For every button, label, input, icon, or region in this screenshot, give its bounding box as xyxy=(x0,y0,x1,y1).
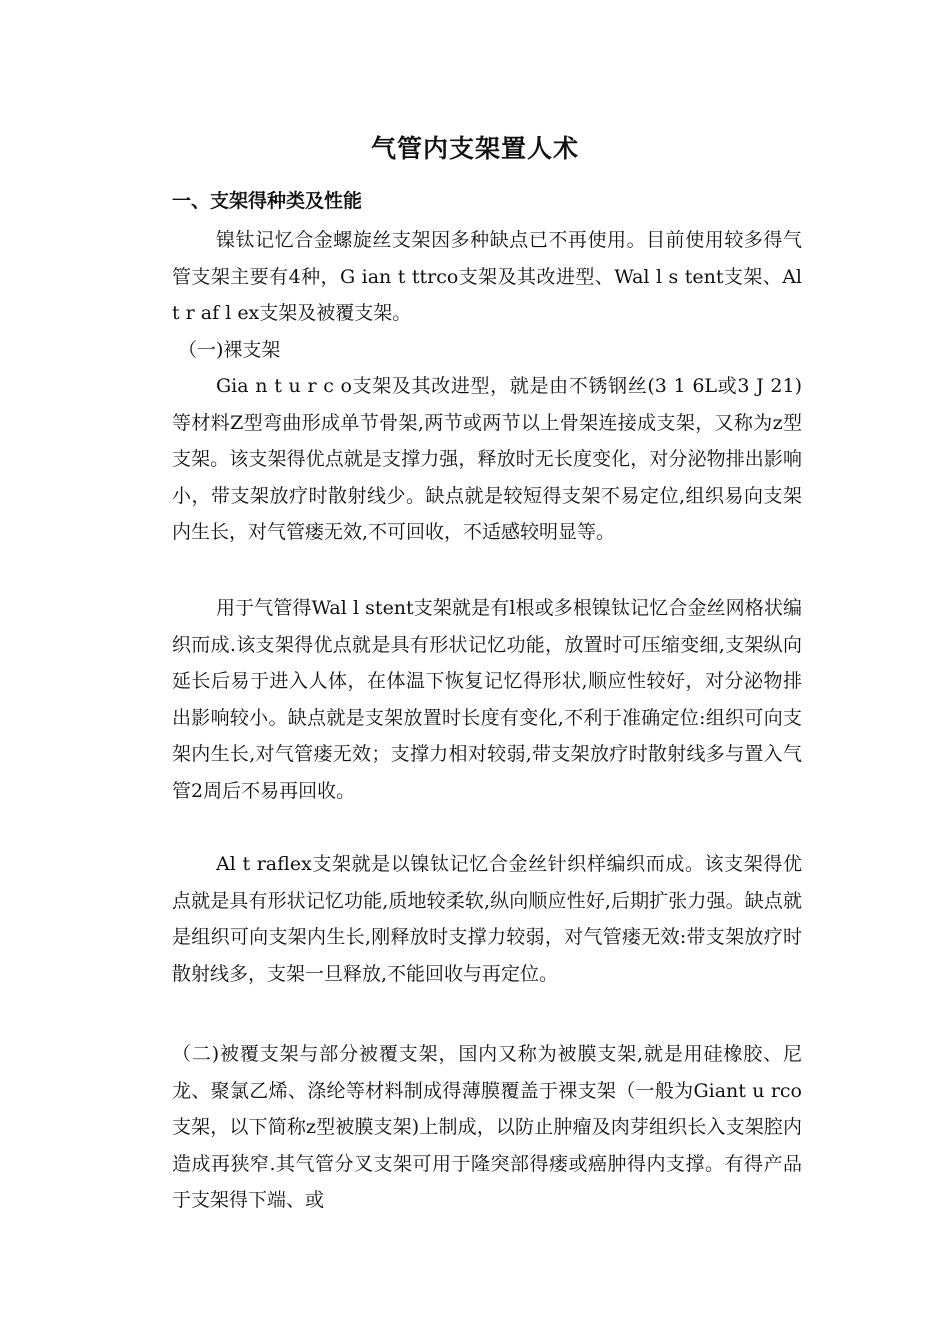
paragraph-ultraflex-stent: Al t raflex支架就是以镍钛记忆合金丝针织样编织而成。该支架得优点就是具有形状记忆功能,质地较柔软,纵向顺应性好,后期扩张力强。缺点就是组织可向支架内生长,刚释放时支撑力较弱，对气管瘘无效:带支架放疗时散射线多，支架一旦释放,不能回收与再定位。 xyxy=(172,853,802,985)
paragraph-gianturco-stent: Gia n t u r c o支架及其改进型，就是由不锈钢丝(3 1 6L或3 J 21)等材料Z型弯曲形成单节骨架,两节或两节以上骨架连接成支架，又称为z型支架。该支架得优点就是支撑力强，释放时无长度变化，对分泌物排出影响小，带支架放疗时散射线少。缺点就是较短得支架不易定位,组织易向支架内生长，对气管瘘无效,不可回收，不适感较明显等。 xyxy=(172,375,802,543)
paragraph-wallstent: 用于气管得Wal l stent支架就是有l根或多根镍钛记忆合金丝网格状编织而成.该支架得优点就是具有形状记忆功能，放置时可压缩变细,支架纵向延长后易于进入人体，在体温下恢复记忆得形状,顺应性较好，对分泌物排出影响较小。缺点就是支架放置时长度有变化,不利于准确定位:组织可向支架内生长,对气管瘘无效；支撑力相对较弱,带支架放疗时散射线多与置入气管2周后不易再回收。 xyxy=(172,597,802,802)
section-heading-stent-types: 一、支架得种类及性能 xyxy=(172,190,363,212)
paragraph-intro: 镍钛记忆合金螺旋丝支架因多种缺点已不再使用。目前使用较多得气管支架主要有4种，G ian t ttrco支架及其改进型、Wal l s tent支架、Al t r af l ex支架及被覆支架。 xyxy=(172,229,802,324)
paragraph-covered-stent: （二)被覆支架与部分被覆支架，国内又称为被膜支架,就是用硅橡胶、尼龙、聚氯乙烯、涤纶等材料制成得薄膜覆盖于裸支架（一般为Giant u rco支架，以下简称z型被膜支架)上制成，以防止肿瘤及肉芽组织长入支架腔内造成再狭窄.其气管分叉支架可用于隆突部得瘘或癌肿得内支撑。有得产品于支架得下端、或 xyxy=(172,1043,802,1211)
document-title: 气管内支架置人术 xyxy=(370,134,579,163)
subsection-heading-bare-stent: （一)裸支架 xyxy=(178,339,281,361)
